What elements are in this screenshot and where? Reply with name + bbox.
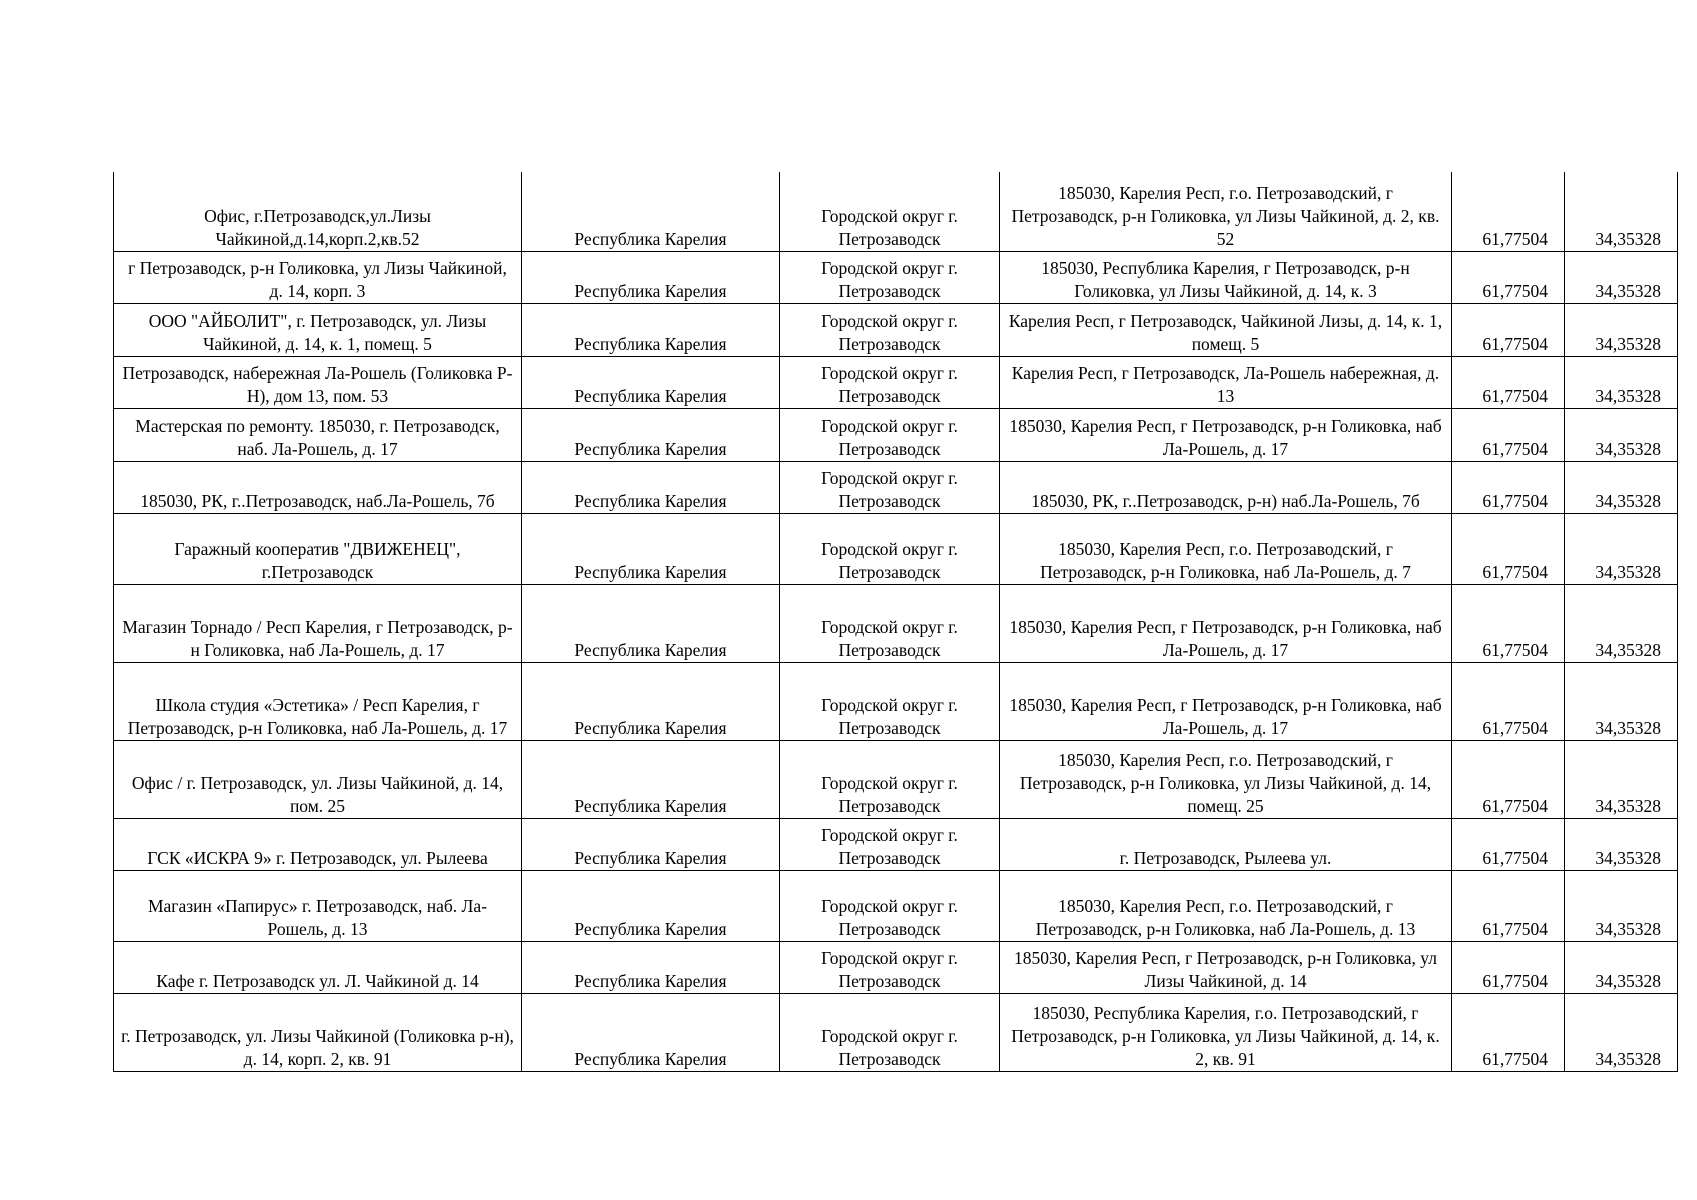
cell-name	[114, 993, 522, 1071]
cell-name	[114, 740, 522, 818]
cell-address	[1000, 584, 1452, 662]
cell-address-text: 185030, Карелия Респ, г Петрозаводск, р-н Голиковка, наб Ла-Рошель, д. 17	[1009, 415, 1442, 459]
cell-region-text: Республика Карелия	[574, 1048, 727, 1069]
cell-latitude	[1452, 513, 1565, 584]
cell-district-text: Городской округ г. Петрозаводск	[821, 415, 958, 459]
cell-latitude-text: 61,77504	[1482, 918, 1548, 939]
cell-name-text: Петрозаводск, набережная Ла-Рошель (Голиковка Р-Н), дом 13, пом. 53	[122, 362, 513, 406]
cell-address-text: 185030, РК, г..Петрозаводск, р-н) наб.Ла-Рошель, 7б	[1031, 490, 1420, 511]
cell-district	[780, 251, 1000, 303]
cell-name-text: г. Петрозаводск, ул. Лизы Чайкиной (Голиковка р-н), д. 14, корп. 2, кв. 91	[121, 1025, 514, 1069]
cell-district-text: Городской округ г. Петрозаводск	[821, 257, 958, 301]
cell-address-text: 185030, Республика Карелия, г.о. Петрозаводский, г Петрозаводск, р-н Голиковка, ул Лизы Чайкиной, д. 14, к. 2, кв. 91	[1011, 1002, 1440, 1069]
cell-address	[1000, 941, 1452, 993]
cell-district-text: Городской округ г. Петрозаводск	[821, 772, 958, 816]
cell-longitude-text: 34,35328	[1595, 847, 1661, 868]
cell-latitude	[1452, 356, 1565, 408]
cell-latitude	[1452, 662, 1565, 740]
cell-latitude-text: 61,77504	[1482, 438, 1548, 459]
cell-address	[1000, 303, 1452, 356]
cell-district-text: Городской округ г. Петрозаводск	[821, 947, 958, 991]
cell-name	[114, 662, 522, 740]
cell-longitude	[1565, 408, 1678, 461]
table-row	[114, 408, 1678, 461]
cell-latitude-text: 61,77504	[1482, 561, 1548, 582]
cell-longitude	[1565, 941, 1678, 993]
cell-region-text: Республика Карелия	[574, 228, 727, 249]
table-row	[114, 662, 1678, 740]
cell-district-text: Городской округ г. Петрозаводск	[821, 467, 958, 511]
cell-longitude	[1565, 172, 1678, 251]
cell-name-text: Школа студия «Эстетика» / Респ Карелия, г Петрозаводск, р-н Голиковка, наб Ла-Рошель, д. 17	[127, 694, 508, 738]
cell-latitude-text: 61,77504	[1482, 795, 1548, 816]
cell-latitude-text: 61,77504	[1482, 228, 1548, 249]
cell-region-text: Республика Карелия	[574, 639, 727, 660]
cell-longitude	[1565, 870, 1678, 941]
cell-name	[114, 461, 522, 513]
cell-name-text: Мастерская по ремонту. 185030, г. Петрозаводск, наб. Ла-Рошель, д. 17	[135, 415, 500, 459]
cell-district	[780, 740, 1000, 818]
table-row	[114, 818, 1678, 870]
cell-district	[780, 993, 1000, 1071]
table-row	[114, 870, 1678, 941]
table-row	[114, 941, 1678, 993]
cell-district-text: Городской округ г. Петрозаводск	[821, 362, 958, 406]
cell-name-text: Кафе г. Петрозаводск ул. Л. Чайкиной д. 14	[156, 970, 479, 991]
cell-name	[114, 251, 522, 303]
cell-district-text: Городской округ г. Петрозаводск	[821, 205, 958, 249]
cell-longitude	[1565, 356, 1678, 408]
cell-region	[522, 461, 780, 513]
cell-longitude-text: 34,35328	[1595, 717, 1661, 738]
cell-latitude-text: 61,77504	[1482, 717, 1548, 738]
cell-name	[114, 818, 522, 870]
cell-name-text: Магазин Торнадо / Респ Карелия, г Петрозаводск, р-н Голиковка, наб Ла-Рошель, д. 17	[122, 616, 513, 660]
cell-longitude-text: 34,35328	[1595, 918, 1661, 939]
cell-name-text: Магазин «Папирус» г. Петрозаводск, наб. Ла-Рошель, д. 13	[147, 895, 488, 939]
cell-name	[114, 172, 522, 251]
cell-address-text: г. Петрозаводск, Рылеева ул.	[1119, 847, 1332, 868]
cell-district	[780, 941, 1000, 993]
cell-region-text: Республика Карелия	[574, 385, 727, 406]
cell-district	[780, 662, 1000, 740]
cell-region	[522, 251, 780, 303]
cell-longitude-text: 34,35328	[1595, 490, 1661, 511]
records-table	[113, 172, 1678, 1072]
cell-region-text: Республика Карелия	[574, 795, 727, 816]
cell-region-text: Республика Карелия	[574, 561, 727, 582]
cell-latitude-text: 61,77504	[1482, 1048, 1548, 1069]
cell-district	[780, 584, 1000, 662]
cell-longitude	[1565, 513, 1678, 584]
cell-region	[522, 356, 780, 408]
cell-longitude-text: 34,35328	[1595, 970, 1661, 991]
cell-district	[780, 818, 1000, 870]
cell-address	[1000, 461, 1452, 513]
cell-region	[522, 993, 780, 1071]
cell-name-text: Гаражный кооператив "ДВИЖЕНЕЦ", г.Петрозаводск	[174, 538, 461, 582]
cell-address	[1000, 513, 1452, 584]
cell-latitude	[1452, 461, 1565, 513]
cell-district	[780, 461, 1000, 513]
cell-name-text: Офис / г. Петрозаводск, ул. Лизы Чайкиной, д. 14, пом. 25	[131, 772, 504, 816]
cell-latitude-text: 61,77504	[1482, 333, 1548, 354]
cell-latitude-text: 61,77504	[1482, 970, 1548, 991]
cell-longitude-text: 34,35328	[1595, 639, 1661, 660]
cell-address-text: 185030, Карелия Респ, г Петрозаводск, р-н Голиковка, наб Ла-Рошель, д. 17	[1009, 694, 1442, 738]
cell-latitude	[1452, 172, 1565, 251]
cell-address-text: 185030, Карелия Респ, г.о. Петрозаводский, г Петрозаводск, р-н Голиковка, ул Лизы Чайкиной, д. 14, помещ. 25	[1019, 749, 1432, 816]
cell-district	[780, 513, 1000, 584]
cell-name	[114, 513, 522, 584]
table-row	[114, 251, 1678, 303]
cell-latitude	[1452, 251, 1565, 303]
cell-address	[1000, 740, 1452, 818]
cell-district-text: Городской округ г. Петрозаводск	[821, 538, 958, 582]
cell-district-text: Городской округ г. Петрозаводск	[821, 895, 958, 939]
cell-name	[114, 356, 522, 408]
cell-longitude-text: 34,35328	[1595, 280, 1661, 301]
table-row	[114, 993, 1678, 1071]
cell-longitude-text: 34,35328	[1595, 438, 1661, 459]
cell-latitude	[1452, 584, 1565, 662]
cell-name	[114, 584, 522, 662]
cell-longitude-text: 34,35328	[1595, 1048, 1661, 1069]
cell-latitude-text: 61,77504	[1482, 639, 1548, 660]
cell-longitude-text: 34,35328	[1595, 333, 1661, 354]
cell-latitude	[1452, 993, 1565, 1071]
cell-latitude	[1452, 941, 1565, 993]
cell-address	[1000, 662, 1452, 740]
cell-region	[522, 740, 780, 818]
cell-name	[114, 941, 522, 993]
cell-address-text: 185030, Карелия Респ, г Петрозаводск, р-н Голиковка, наб Ла-Рошель, д. 17	[1009, 616, 1442, 660]
cell-district	[780, 356, 1000, 408]
cell-district	[780, 303, 1000, 356]
cell-region	[522, 941, 780, 993]
table-row	[114, 356, 1678, 408]
cell-region	[522, 818, 780, 870]
cell-longitude-text: 34,35328	[1595, 228, 1661, 249]
table-row	[114, 172, 1678, 251]
cell-region	[522, 662, 780, 740]
cell-latitude	[1452, 740, 1565, 818]
cell-district	[780, 408, 1000, 461]
table-row	[114, 740, 1678, 818]
cell-address-text: Карелия Респ, г Петрозаводск, Ла-Рошель набережная, д. 13	[1011, 362, 1440, 406]
cell-region	[522, 172, 780, 251]
cell-district-text: Городской округ г. Петрозаводск	[821, 616, 958, 660]
table-row	[114, 303, 1678, 356]
cell-address	[1000, 356, 1452, 408]
cell-district-text: Городской округ г. Петрозаводск	[821, 694, 958, 738]
cell-address	[1000, 408, 1452, 461]
cell-latitude	[1452, 408, 1565, 461]
cell-name-text: ГСК «ИСКРА 9» г. Петрозаводск, ул. Рылеева	[147, 847, 488, 868]
cell-region	[522, 408, 780, 461]
cell-latitude	[1452, 818, 1565, 870]
cell-region	[522, 303, 780, 356]
cell-district-text: Городской округ г. Петрозаводск	[821, 310, 958, 354]
cell-address	[1000, 172, 1452, 251]
cell-longitude	[1565, 584, 1678, 662]
cell-name	[114, 870, 522, 941]
cell-name-text: ООО "АЙБОЛИТ", г. Петрозаводск, ул. Лизы Чайкиной, д. 14, к. 1, помещ. 5	[148, 310, 487, 354]
cell-district-text: Городской округ г. Петрозаводск	[821, 1025, 958, 1069]
cell-latitude-text: 61,77504	[1482, 280, 1548, 301]
cell-name-text: Офис, г.Петрозаводск,ул.Лизы Чайкиной,д.14,корп.2,кв.52	[204, 205, 431, 249]
cell-address	[1000, 251, 1452, 303]
cell-name	[114, 408, 522, 461]
cell-longitude-text: 34,35328	[1595, 385, 1661, 406]
cell-region-text: Республика Карелия	[574, 970, 727, 991]
cell-region	[522, 513, 780, 584]
cell-address-text: 185030, Карелия Респ, г Петрозаводск, р-н Голиковка, ул Лизы Чайкиной, д. 14	[1013, 947, 1437, 991]
cell-name-text: г Петрозаводск, р-н Голиковка, ул Лизы Чайкиной, д. 14, корп. 3	[128, 257, 507, 301]
cell-latitude	[1452, 303, 1565, 356]
cell-longitude	[1565, 251, 1678, 303]
cell-longitude	[1565, 740, 1678, 818]
cell-district	[780, 870, 1000, 941]
cell-region-text: Республика Карелия	[574, 280, 727, 301]
cell-longitude	[1565, 818, 1678, 870]
cell-region	[522, 584, 780, 662]
cell-longitude-text: 34,35328	[1595, 795, 1661, 816]
cell-region-text: Республика Карелия	[574, 717, 727, 738]
cell-longitude	[1565, 662, 1678, 740]
cell-latitude-text: 61,77504	[1482, 385, 1548, 406]
cell-address	[1000, 870, 1452, 941]
cell-latitude-text: 61,77504	[1482, 847, 1548, 868]
cell-region-text: Республика Карелия	[574, 847, 727, 868]
table-body	[114, 172, 1678, 1071]
cell-longitude	[1565, 303, 1678, 356]
cell-latitude	[1452, 870, 1565, 941]
cell-district	[780, 172, 1000, 251]
cell-address-text: Карелия Респ, г Петрозаводск, Чайкиной Лизы, д. 14, к. 1, помещ. 5	[1008, 310, 1443, 354]
cell-address-text: 185030, Карелия Респ, г.о. Петрозаводский, г Петрозаводск, р-н Голиковка, наб Ла-Рошель, д. 7	[1040, 538, 1411, 582]
table-row	[114, 461, 1678, 513]
cell-region-text: Республика Карелия	[574, 438, 727, 459]
cell-region-text: Республика Карелия	[574, 918, 727, 939]
cell-address-text: 185030, Карелия Респ, г.о. Петрозаводский, г Петрозаводск, р-н Голиковка, ул Лизы Чайкиной, д. 2, кв. 52	[1011, 182, 1440, 249]
cell-latitude-text: 61,77504	[1482, 490, 1548, 511]
cell-address-text: 185030, Карелия Респ, г.о. Петрозаводский, г Петрозаводск, р-н Голиковка, наб Ла-Рошель, д. 13	[1035, 895, 1416, 939]
cell-region-text: Республика Карелия	[574, 333, 727, 354]
cell-district-text: Городской округ г. Петрозаводск	[821, 824, 958, 868]
cell-region	[522, 870, 780, 941]
cell-longitude-text: 34,35328	[1595, 561, 1661, 582]
cell-name-text: 185030, РК, г..Петрозаводск, наб.Ла-Рошель, 7б	[140, 490, 495, 511]
cell-address-text: 185030, Республика Карелия, г Петрозаводск, р-н Голиковка, ул Лизы Чайкиной, д. 14, к. 3	[1041, 257, 1410, 301]
cell-address	[1000, 818, 1452, 870]
cell-region-text: Республика Карелия	[574, 490, 727, 511]
table-row	[114, 584, 1678, 662]
table-row	[114, 513, 1678, 584]
cell-address	[1000, 993, 1452, 1071]
cell-name	[114, 303, 522, 356]
cell-longitude	[1565, 461, 1678, 513]
cell-longitude	[1565, 993, 1678, 1071]
